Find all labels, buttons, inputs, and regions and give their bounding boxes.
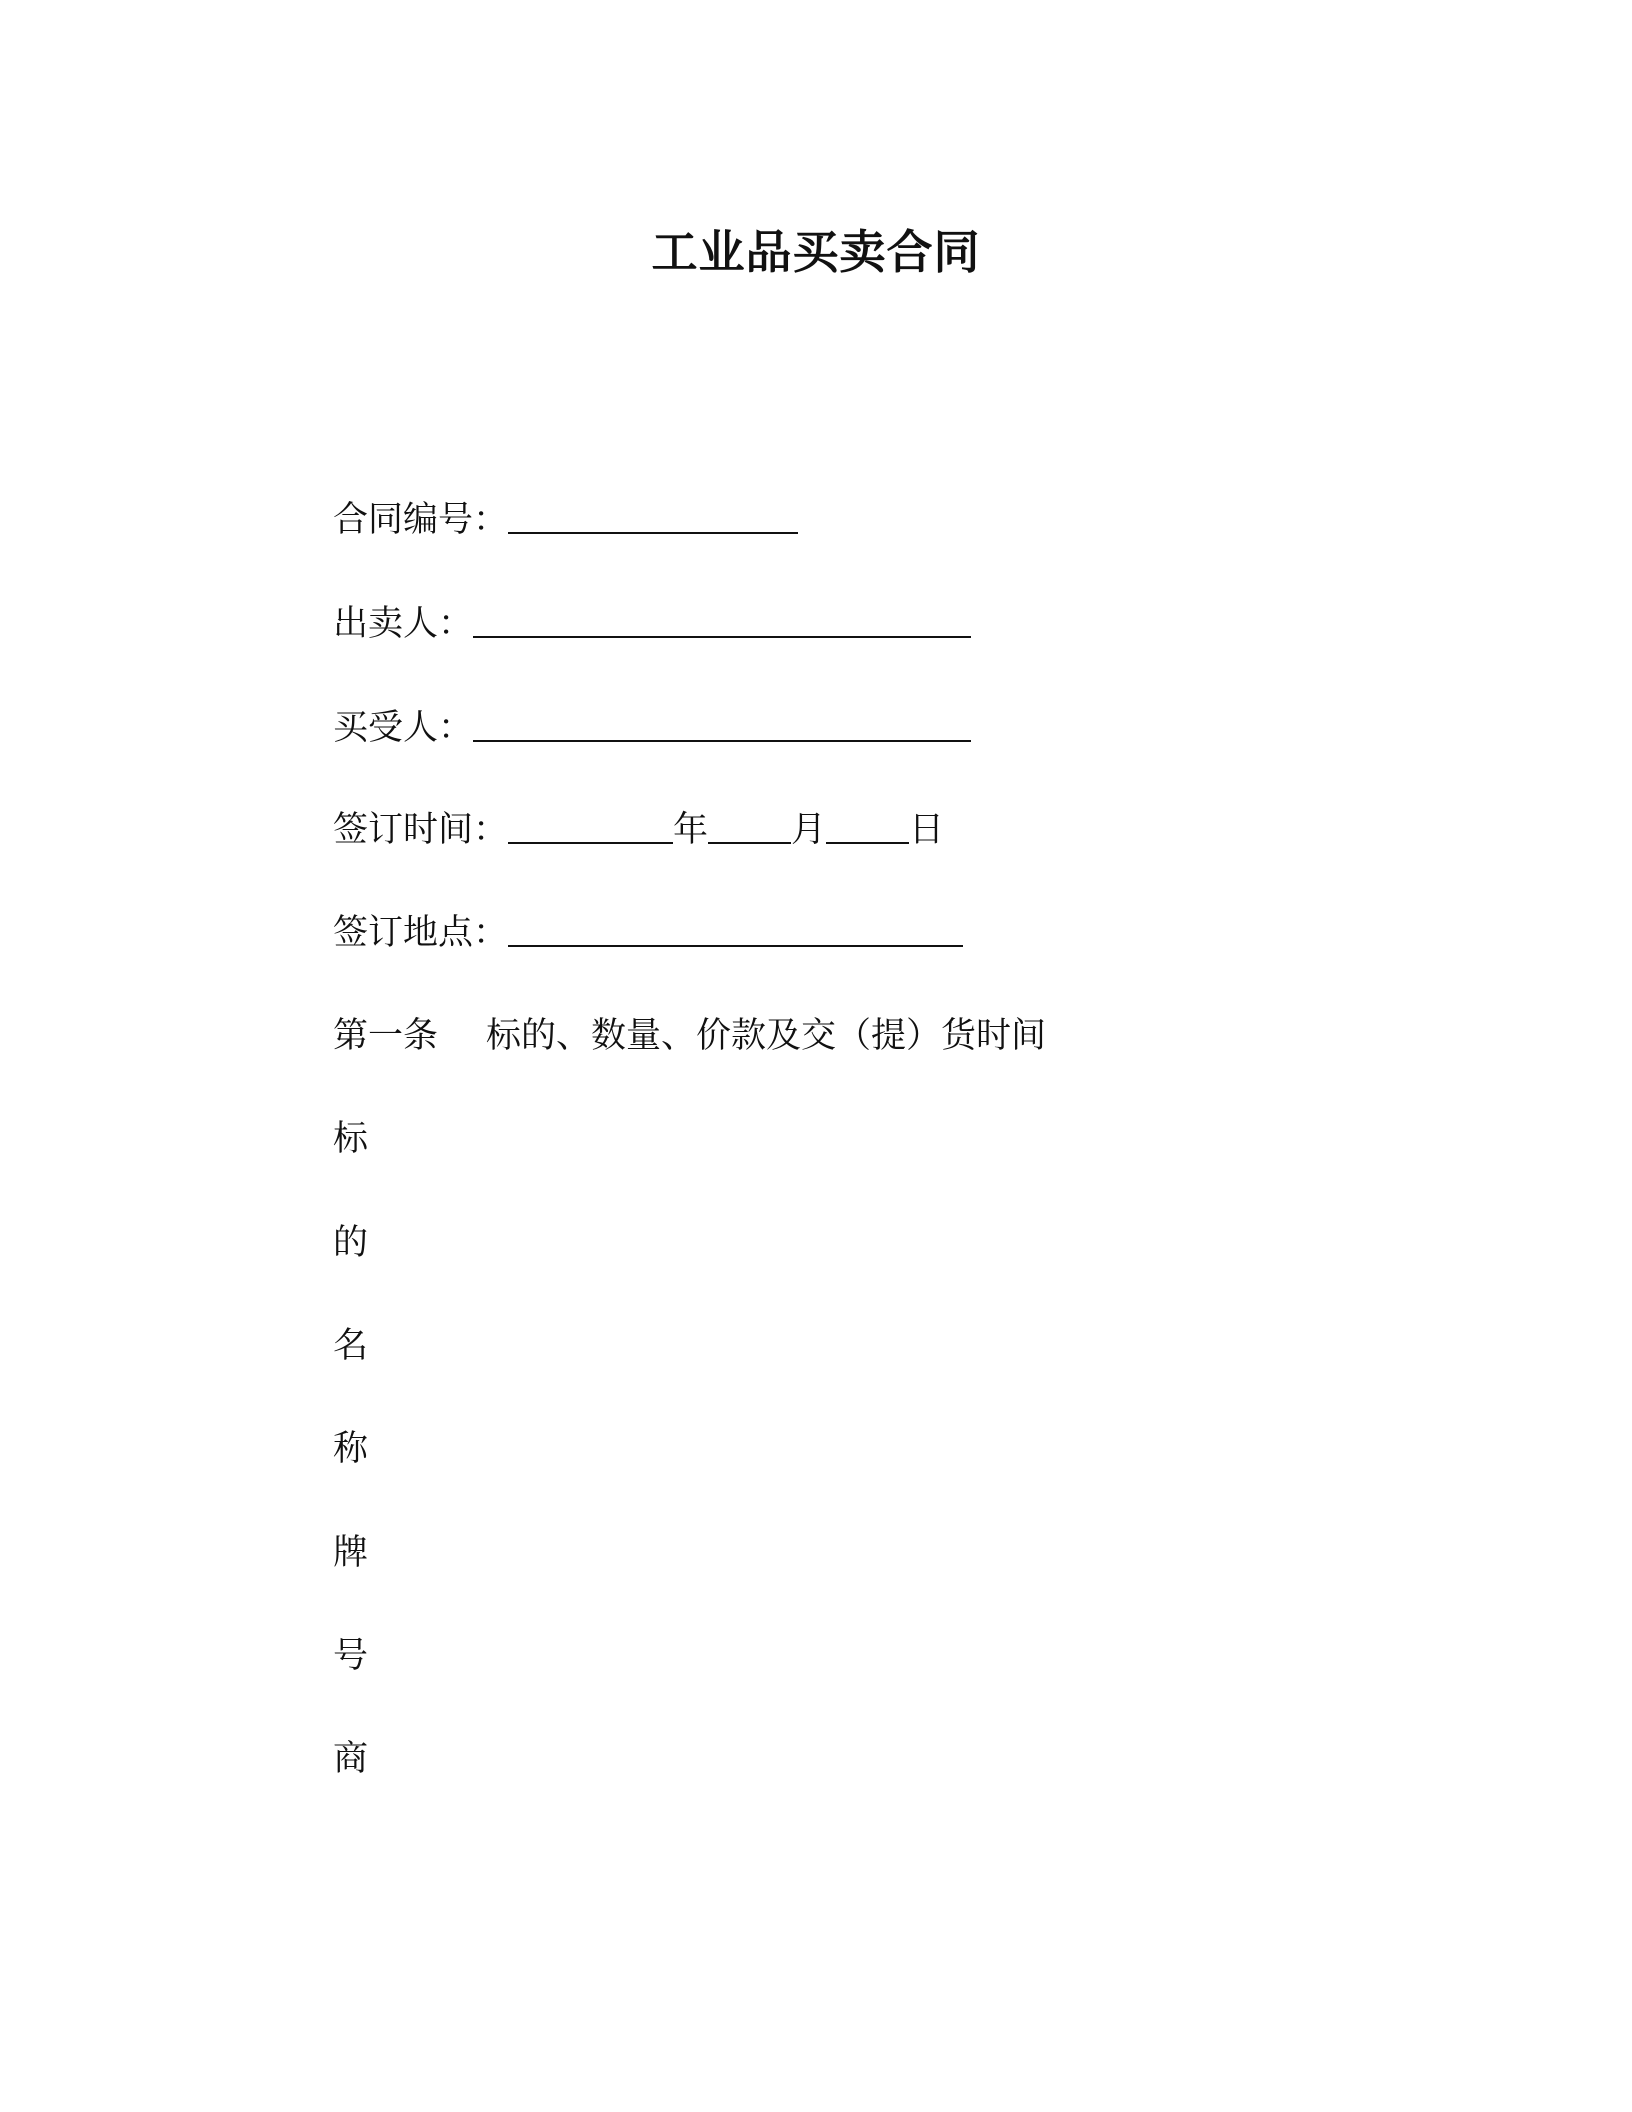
buyer-label: 买受人： (333, 708, 474, 748)
sign-place-label: 签订地点： (333, 913, 509, 953)
vertical-char: 称 (333, 1429, 369, 1469)
seller-label: 出卖人： (333, 604, 474, 644)
month-label: 月 (791, 810, 827, 850)
month-blank[interactable] (708, 806, 791, 844)
seller-blank[interactable] (473, 600, 971, 638)
sign-time-label: 签订时间： (333, 810, 509, 850)
contract-title: 工业品买卖合同 (651, 225, 981, 279)
year-label: 年 (673, 810, 709, 850)
day-blank[interactable] (826, 806, 909, 844)
vertical-char: 名 (333, 1326, 369, 1366)
sign-place-line (333, 909, 963, 957)
contract-no-blank[interactable] (508, 496, 798, 534)
sign-time-line (333, 806, 944, 854)
day-label: 日 (909, 810, 945, 850)
contract-no-line (333, 496, 798, 544)
contract-no-label: 合同编号： (333, 500, 509, 540)
article-title: 标的、数量、价款及交（提）货时间 (486, 1016, 1047, 1056)
buyer-line (333, 704, 971, 752)
vertical-char: 商 (333, 1739, 369, 1779)
article-1-heading (333, 1012, 1046, 1060)
seller-line (333, 600, 971, 648)
article-number: 第一条 (333, 1016, 439, 1056)
sign-place-blank[interactable] (508, 909, 963, 947)
vertical-char: 牌 (333, 1533, 369, 1573)
vertical-char: 标 (333, 1119, 369, 1159)
vertical-char: 号 (333, 1636, 369, 1676)
vertical-char: 的 (333, 1223, 369, 1263)
buyer-blank[interactable] (473, 704, 971, 742)
year-blank[interactable] (508, 806, 673, 844)
